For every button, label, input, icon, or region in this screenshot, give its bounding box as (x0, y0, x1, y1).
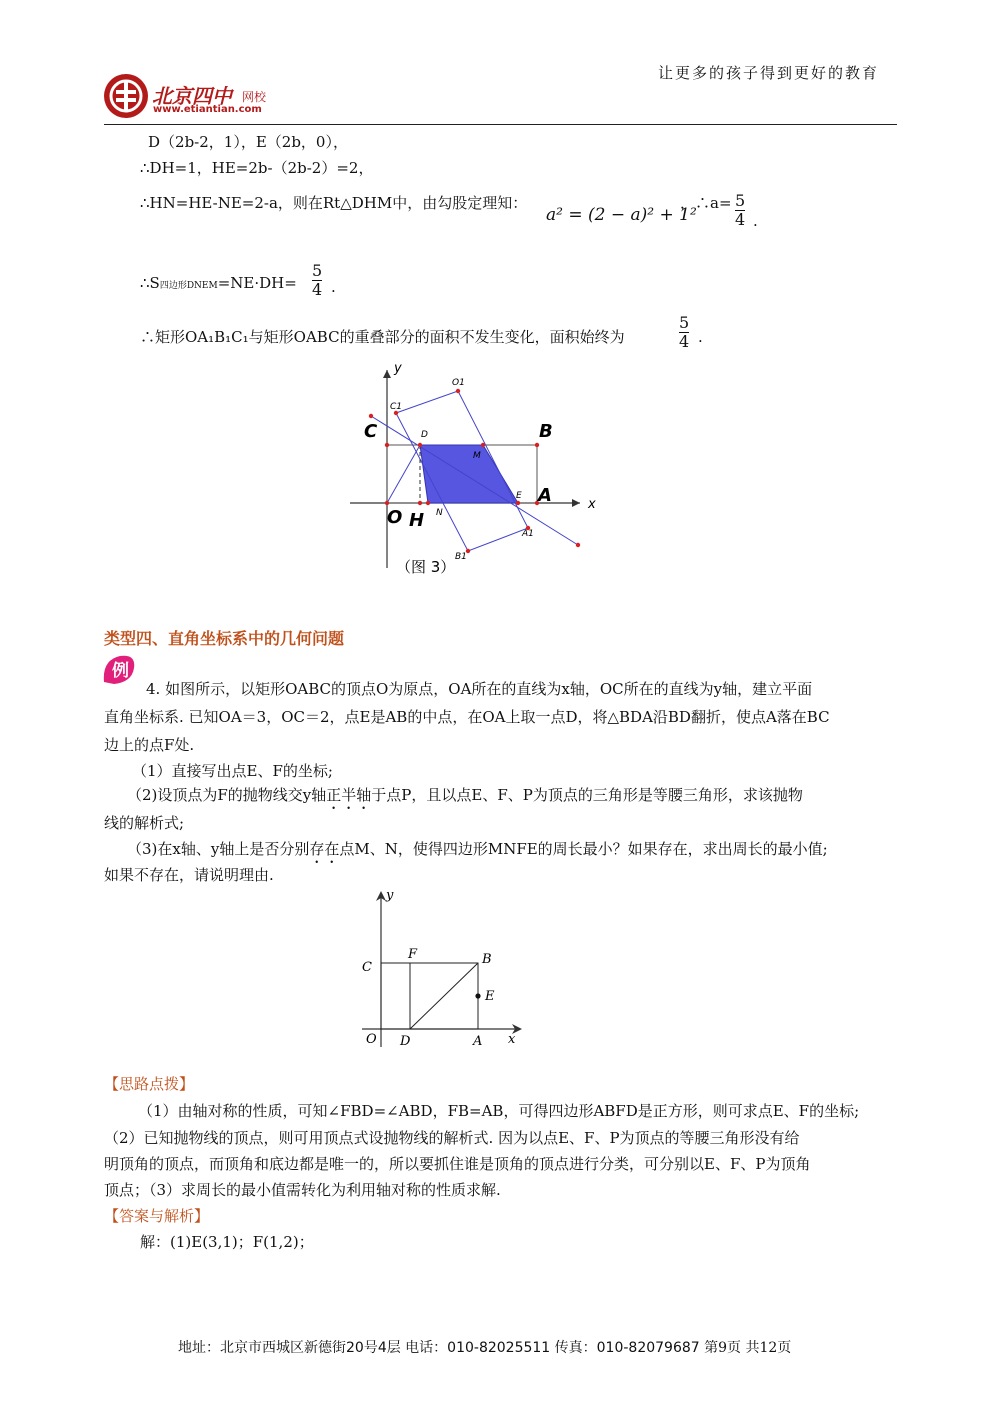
solution-line-3b: ，∴a= (680, 194, 732, 212)
figure-3 (340, 358, 610, 583)
section-title: 类型四、直角坐标系中的几何问题 (104, 629, 345, 648)
q2-part-b: 于点P，且以点E、F、P为顶点的三角形是等腰三角形，求该抛物 (371, 786, 803, 804)
fraction-den: 4 (679, 332, 690, 351)
q3-emphasis: 存在 (309, 840, 340, 858)
label-d: D (421, 430, 428, 440)
fraction-a (735, 192, 745, 229)
q3-part-a: （3)在x轴、y轴上是否分别 (127, 840, 310, 858)
label-y: y (394, 361, 402, 376)
logo-text: 北京四中 (152, 84, 232, 108)
question-2 (127, 784, 803, 813)
label-d: D (400, 1034, 411, 1049)
rectangle-oabc (381, 963, 478, 1029)
label-o1: O1 (452, 378, 465, 388)
footer-page: 第9页 共12页 (704, 1340, 792, 1356)
label-b1: B1 (455, 552, 467, 562)
solution-line-2: ∴DH=1，HE=2b-（2b-2）=2， (140, 159, 374, 177)
segment-od (387, 445, 420, 503)
label-o: O (366, 1032, 377, 1047)
fraction-num: 5 (735, 191, 746, 210)
label-h: H (409, 510, 425, 531)
solution-line-1: D（2b-2，1），E（2b，0）， (148, 133, 348, 151)
overlap-region (420, 445, 518, 503)
q2-emphasis: 正半轴 (326, 786, 372, 804)
question-1: （1）直接写出点E、F的坐标; (132, 762, 333, 780)
question-3-cont: 如果不存在，请说明理由. (104, 866, 274, 884)
label-a: A (538, 485, 552, 506)
fraction-den: 4 (735, 210, 746, 229)
point-e (475, 993, 480, 998)
figure-4 (350, 885, 535, 1055)
label-b: B (539, 421, 553, 442)
solution-line-5: ∴矩形OA₁B₁C₁与矩形OABC的重叠部分的面积不发生变化，面积始终为 (140, 328, 625, 346)
answer-line-1: 解：(1)E(3,1)；F(1,2)； (140, 1233, 314, 1251)
question-3 (127, 838, 828, 867)
q3-part-b: 点M、N，使得四边形MNFE的周长最小？如果存在，求出周长的最小值; (339, 840, 828, 858)
label-c1: C1 (390, 402, 403, 412)
figure-caption: （图 3） (396, 558, 456, 576)
label-m: M (473, 451, 481, 461)
badge-text: 例 (112, 661, 129, 681)
label-b: B (482, 952, 492, 967)
period: . (753, 212, 758, 230)
example-p3: 边上的点F处. (104, 736, 195, 754)
footer-address: 地址：北京市西城区新德街20号4层 电话：010-82025511 传真：010-82079687 (178, 1340, 700, 1356)
hint-line-2: （2）已知抛物线的顶点，则可用顶点式设抛物线的解析式. 因为以点E、F、P为顶点的等腰三角形没有给 (104, 1129, 800, 1147)
s-subscript: 四边形DNEM (159, 281, 218, 291)
q2-part-a: （2)设顶点为F的抛物线交y轴 (127, 786, 327, 804)
solution-line-4 (140, 274, 297, 292)
hint-line-3: 明顶角的顶点，而顶角和底边都是唯一的，所以要抓住谁是顶角的顶点进行分类，可分别以E、F、P为顶角 (104, 1155, 811, 1173)
label-x: x (508, 1032, 516, 1047)
logo-url: www.etiantian.com (153, 104, 262, 115)
hint-line-4: 顶点；（3）求周长的最小值需转化为利用轴对称的性质求解. (104, 1181, 501, 1199)
label-f: F (408, 947, 418, 962)
answer-tag: 【答案与解析】 (104, 1207, 210, 1225)
question-2-cont: 线的解析式; (104, 814, 185, 832)
footer (178, 1337, 791, 1357)
period: . (331, 278, 336, 296)
y-axis-arrow (383, 370, 391, 378)
example-p1: 4. 如图所示，以矩形OABC的顶点O为原点，OA所在的直线为x轴，OC所在的直线为y轴，建立平面 (146, 680, 813, 698)
label-a1: A1 (522, 529, 534, 539)
label-a: A (473, 1034, 483, 1049)
fraction-area-final (679, 314, 689, 351)
label-e: E (485, 989, 495, 1004)
header-divider (104, 124, 897, 125)
period: . (698, 328, 703, 346)
label-c: C (364, 421, 378, 442)
hint-tag: 【思路点拨】 (104, 1075, 195, 1093)
solution-line-3: ∴HN=HE-NE=2-a，则在Rt△DHM中，由勾股定理知： (140, 194, 528, 212)
logo-wang: 网校 (242, 90, 267, 104)
fraction-den: 4 (312, 280, 323, 299)
segment-db (410, 963, 478, 1029)
s-formula: =NE·DH= (217, 274, 297, 292)
pythagoras-equation: a² = (2 − a)² + 1² (546, 205, 697, 225)
label-o: O (387, 507, 403, 528)
label-y: y (386, 888, 394, 903)
example-p2: 直角坐标系. 已知OA＝3，OC＝2，点E是AB的中点，在OA上取一点D，将△BDA沿BD翻折，使点A落在BC (104, 708, 830, 726)
x-axis-arrow (572, 499, 580, 507)
label-x: x (588, 497, 596, 512)
example-badge (100, 652, 138, 688)
fraction-num: 5 (312, 261, 323, 280)
fraction-num: 5 (679, 313, 690, 332)
s-label: ∴S (140, 274, 160, 292)
hint-line-1: （1）由轴对称的性质，可知∠FBD=∠ABD，FB=AB，可得四边形ABFD是正方形，则可求点E、F的坐标; (138, 1102, 860, 1120)
label-n: N (436, 508, 443, 518)
label-e: E (516, 491, 522, 501)
label-c: C (362, 960, 372, 975)
fraction-area (312, 262, 322, 299)
slogan: 让更多的孩子得到更好的教育 (658, 64, 880, 82)
